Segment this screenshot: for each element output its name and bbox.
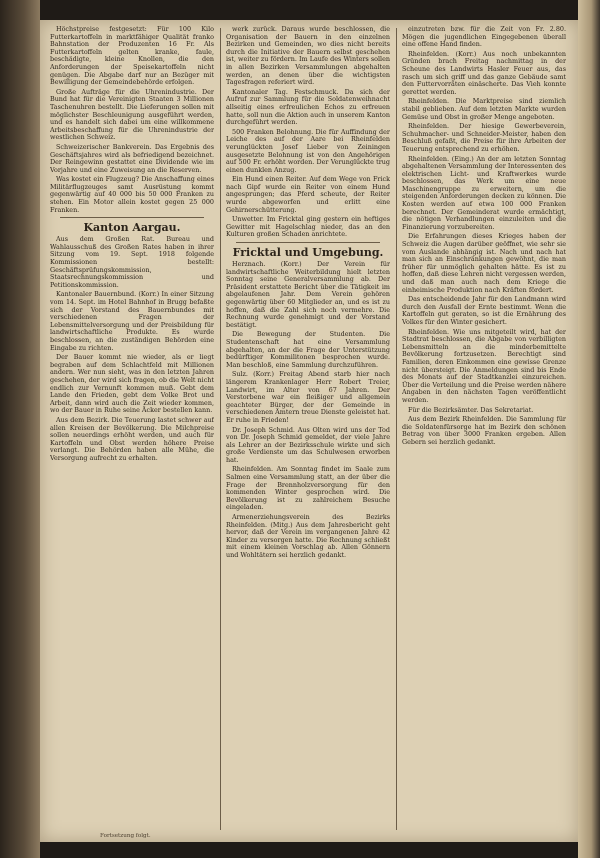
article-text: 500 Franken Belohnung. Die für Auffindung der Leiche des auf der Aare bei Rheinfelden verunglückten Josef Lieber von Zeiningen ausgesetzte Belohnung ist von den Angehörigen auf 500 Fr. erhöht worden. Der Verunglückte trug einen dunklen Anzug. [226,127,390,174]
article-text: Aus dem Bezirk. Die Teuerung lastet schwer auf allen Kreisen der Bevölkerung. Die Milchpreise sollen neuerdings erhöht werden, und auch für Kartoffeln und Obst werden höhere Preise verlangt. Die Behörden haben alle Mühe, die Versorgung aufrecht zu erhalten. [50,415,214,462]
article-text: Rheinfelden. (Korr.) Aus noch unbekannten Gründen brach Freitag nachmittag in der Scheune des Landwirts Hasler Feuer aus, das rasch um sich griff und das ganze Gebäude samt den Futtervorräten einäscherte. Das Vieh konnte gerettet werden. [402,49,566,96]
column-2 [226,26,390,828]
column-3 [402,26,566,828]
article-text: Rheinfelden. Am Sonntag findet im Saale zum Salmen eine Versammlung statt, an der über die Frage der Brennholzversorgung für den kommenden Winter gesprochen wird. Die Bevölkerung ist zu zahlreichem Besuche eingeladen. [226,465,390,512]
article-text: Die Bewegung der Studenten. Die Studentenschaft hat eine Versammlung abgehalten, an der die Frage der Unterstützung bedürftiger Kommilitonen besprochen wurde. Man beschloß, eine Sammlung durchzuführen. [226,330,390,369]
section-heading-fricktal: Fricktal und Umgebung. [232,246,384,260]
article-text: Was kostet ein Flugzeug? Die Anschaffung eines Militärflugzeuges samt Ausrüstung kommt gegenwärtig auf 40 000 bis 50 000 Franken zu stehen. Ein Motor allein kostet gegen 25 000 Franken. [50,175,214,214]
article-text: Kantonaler Bauernbund. (Korr.) In einer Sitzung vom 14. Sept. im Hotel Bahnhof in Brugg befaßte sich der Vorstand des Bauernbundes mit verschiedenen Fragen der Lebensmittelversorgung und der Preisbildung für landwirtschaftliche Produkte. Es wurde beschlossen, an die zuständigen Behörden eine Eingabe zu richten. [50,290,214,352]
column-rule-2 [396,28,397,830]
article-text: Rheinfelden. Die Marktpreise sind ziemlich stabil geblieben. Auf dem letzten Markte wurden Gemüse und Obst in großer Menge angeboten. [402,97,566,121]
article-text: Herznach. (Korr.) Der Verein für landwirtschaftliche Weiterbildung hielt letzten Sonntag seine Generalversammlung ab. Der Präsident erstattete Bericht über die Tätigkeit im abgelaufenen Jahr. Dem Verein gehören gegenwärtig über 60 Mitglieder an, und es ist zu hoffen, daß die Zahl sich noch vermehre. Die Rechnung wurde genehmigt und der Vorstand bestätigt. [226,260,390,329]
column-rule-1 [220,28,221,830]
article-text: Das entscheidende Jahr für den Landmann wird durch den Ausfall der Ernte bestimmt. Wenn die Kartoffeln gut geraten, so ist die Ernährung des Volkes für den Winter gesichert. [402,295,566,326]
article-text: Ein Hund einen Reiter. Auf dem Wege von Frick nach Gipf wurde ein Reiter von einem Hund angesprungen; das Pferd scheute, der Reiter wurde abgeworfen und erlitt eine Gehirnerschütterung. [226,175,390,214]
article-text: Rheinfelden. Der hiesige Gewerbeverein, Schuhmacher- und Schneider-Meister, haben den Beschluß gefaßt, die Preise für ihre Arbeiten der Teuerung entsprechend zu erhöhen. [402,122,566,153]
article-text: einzutreten bzw. für die Zeit von Fr. 2.80. Mögen die jugendlichen Eingegebenen überall eine offene Hand finden. [402,26,566,49]
article-text: werk zurück. Daraus wurde beschlossen, die Organisation der Bauern in den einzelnen Bezirken und Gemeinden, wo dies nicht bereits durch die Initiative der Bauern selbst geschehen ist, weiter zu fördern. Im Laufe des Winters sollen in allen Bezirken Versammlungen abgehalten werden, an denen über die wichtigsten Tagesfragen referiert wird. [226,26,390,87]
newspaper-page [40,20,578,842]
article-text: Kantonaler Tag. Festschmuck. Da sich der Aufruf zur Sammlung für die Soldatenweihnacht allseitig eines erfreulichen Echos zu erfreuen hatte, soll nun die Aktion auch in unserem Kanton durchgeführt werden. [226,87,390,127]
article-text: Dr. Joseph Schmid. Aus Olten wird uns der Tod von Dr. Joseph Schmid gemeldet, der viele Jahre als Lehrer an der Bezirksschule wirkte und sich große Verdienste um das Schulwesen erworben hat. [226,425,390,464]
page-footer: Fortsetzung folgt. [100,833,151,839]
page-edge [578,0,600,858]
book-spine [0,0,40,858]
article-text: Rheinfelden. Wie uns mitgeteilt wird, hat der Stadtrat beschlossen, die Abgabe von verbilligten Lebensmitteln an die minderbemittelte Bevölkerung fortzusetzen. Berechtigt sind Familien, deren Einkommen eine gewisse Grenze nicht übersteigt. Die Anmeldungen sind bis Ende des Monats auf der Stadtkanzlei einzureichen. Über die Verteilung und die Preise werden nähere Angaben in den nächsten Tagen veröffentlicht werden. [402,327,566,404]
article-text: Die Erfahrungen dieses Krieges haben der Schweiz die Augen darüber geöffnet, wie sehr sie vom Auslande abhängig ist. Nach und nach hat man sich an Einschränkungen gewöhnt, die man früher für unmöglich gehalten hätte. Es ist zu hoffen, daß diese Lehren nicht vergessen werden, und daß man auch nach dem Kriege die einheimische Produktion nach Kräften fördert. [402,232,566,294]
article-text: Rheinfelden. (Eing.) An der am letzten Sonntag abgehaltenen Versammlung der Interessenten des elektrischen Licht- und Kraftwerkes wurde beschlossen, das Werk um eine neue Maschinengruppe zu erweitern, um die steigenden Anforderungen decken zu können. Die Kosten werden auf etwa 100 000 Franken berechnet. Der Gemeinderat wurde ermächtigt, die nötigen Verhandlungen einzuleiten und die Finanzierung vorzubereiten. [402,154,566,231]
article-text: Armenerziehungsverein des Bezirks Rheinfelden. (Mitg.) Aus dem Jahresbericht geht hervor, daß der Verein im vergangenen Jahre 42 Kinder zu versorgen hatte. Die Rechnung schließt mit einem kleinen Vorschlag ab. Allen Gönnern und Wohltätern sei herzlich gedankt. [226,513,390,559]
article-text: Unwetter. Im Fricktal ging gestern ein heftiges Gewitter mit Hagelschlag nieder, das an den Kulturen großen Schaden anrichtete. [226,215,390,239]
article-text: Große Aufträge für die Uhrenindustrie. Der Bund hat für die Vereinigten Staaten 3 Millionen Taschenuhren bestellt. Die Lieferungen sollen mit möglichster Beschleunigung ausgeführt werden, und es handelt sich dabei um eine willkommene Arbeitsbeschaffung für die Uhrenindustrie der westlichen Schweiz. [50,87,214,142]
column-1 [50,26,214,828]
section-heading-aargau: Kanton Aargau. [83,221,181,235]
article-text: Höchstpreise festgesetzt: Für 100 Kilo Futterkartoffeln in marktfähiger Qualität franko Bahnstation der Produzenten 16 Fr. Als Futterkartoffeln gelten kranke, faule, beschädigte, kleine Knollen, die den Anforderungen der Speisekartoffeln nicht genügen. Die Abgabe darf nur an Bezüger mit Bewilligung der Gemeindebehörde erfolgen. [50,26,214,87]
article-text: Sulz. (Korr.) Freitag Abend starb hier nach längerem Krankenlager Herr Robert Treier, Landwirt, im Alter von 67 Jahren. Der Verstorbene war ein fleißiger und allgemein geachteter Bürger, der der Gemeinde in verschiedenen Ämtern treue Dienste geleistet hat. Er ruhe in Frieden! [226,370,390,424]
section-divider [236,242,380,243]
article-text: Für die Bezirksämter. Das Sekretariat. [408,405,534,414]
article-text: Aus dem Bezirk Rheinfelden. Die Sammlung für die Soldatenfürsorge hat im Bezirk den schönen Betrag von über 3000 Franken ergeben. Allen Gebern sei herzlich gedankt. [402,415,566,446]
article-text: Schweizerischer Bankverein. Das Ergebnis des Geschäftsjahres wird als befriedigend bezeichnet. Der Reingewinn gestattet eine Dividende wie im Vorjahre und eine Zuweisung an die Reserven. [50,142,214,174]
section-divider [60,217,204,218]
article-text: Aus dem Großen Rat. Bureau und Wahlausschuß des Großen Rates haben in ihrer Sitzung vom 19. Sept. 1918 folgende Kommissionen bestellt: Geschäftsprüfungskommission, Staatsrechnungskommission und Petitionskommission. [50,235,214,289]
article-text: Der Bauer kommt nie wieder, als er liegt begraben auf dem Schlachtfeld mit Millionen andern. Wer nun sieht, was in den letzten Jahren geschehen, der wird sich fragen, ob die Welt nicht endlich zur Vernunft kommen muß. Gebt dem Lande den Frieden, gebt dem Volke Brot und Arbeit, dann wird auch die Zeit wieder kommen, wo der Bauer in Ruhe seine Äcker bestellen kann. [50,353,214,415]
